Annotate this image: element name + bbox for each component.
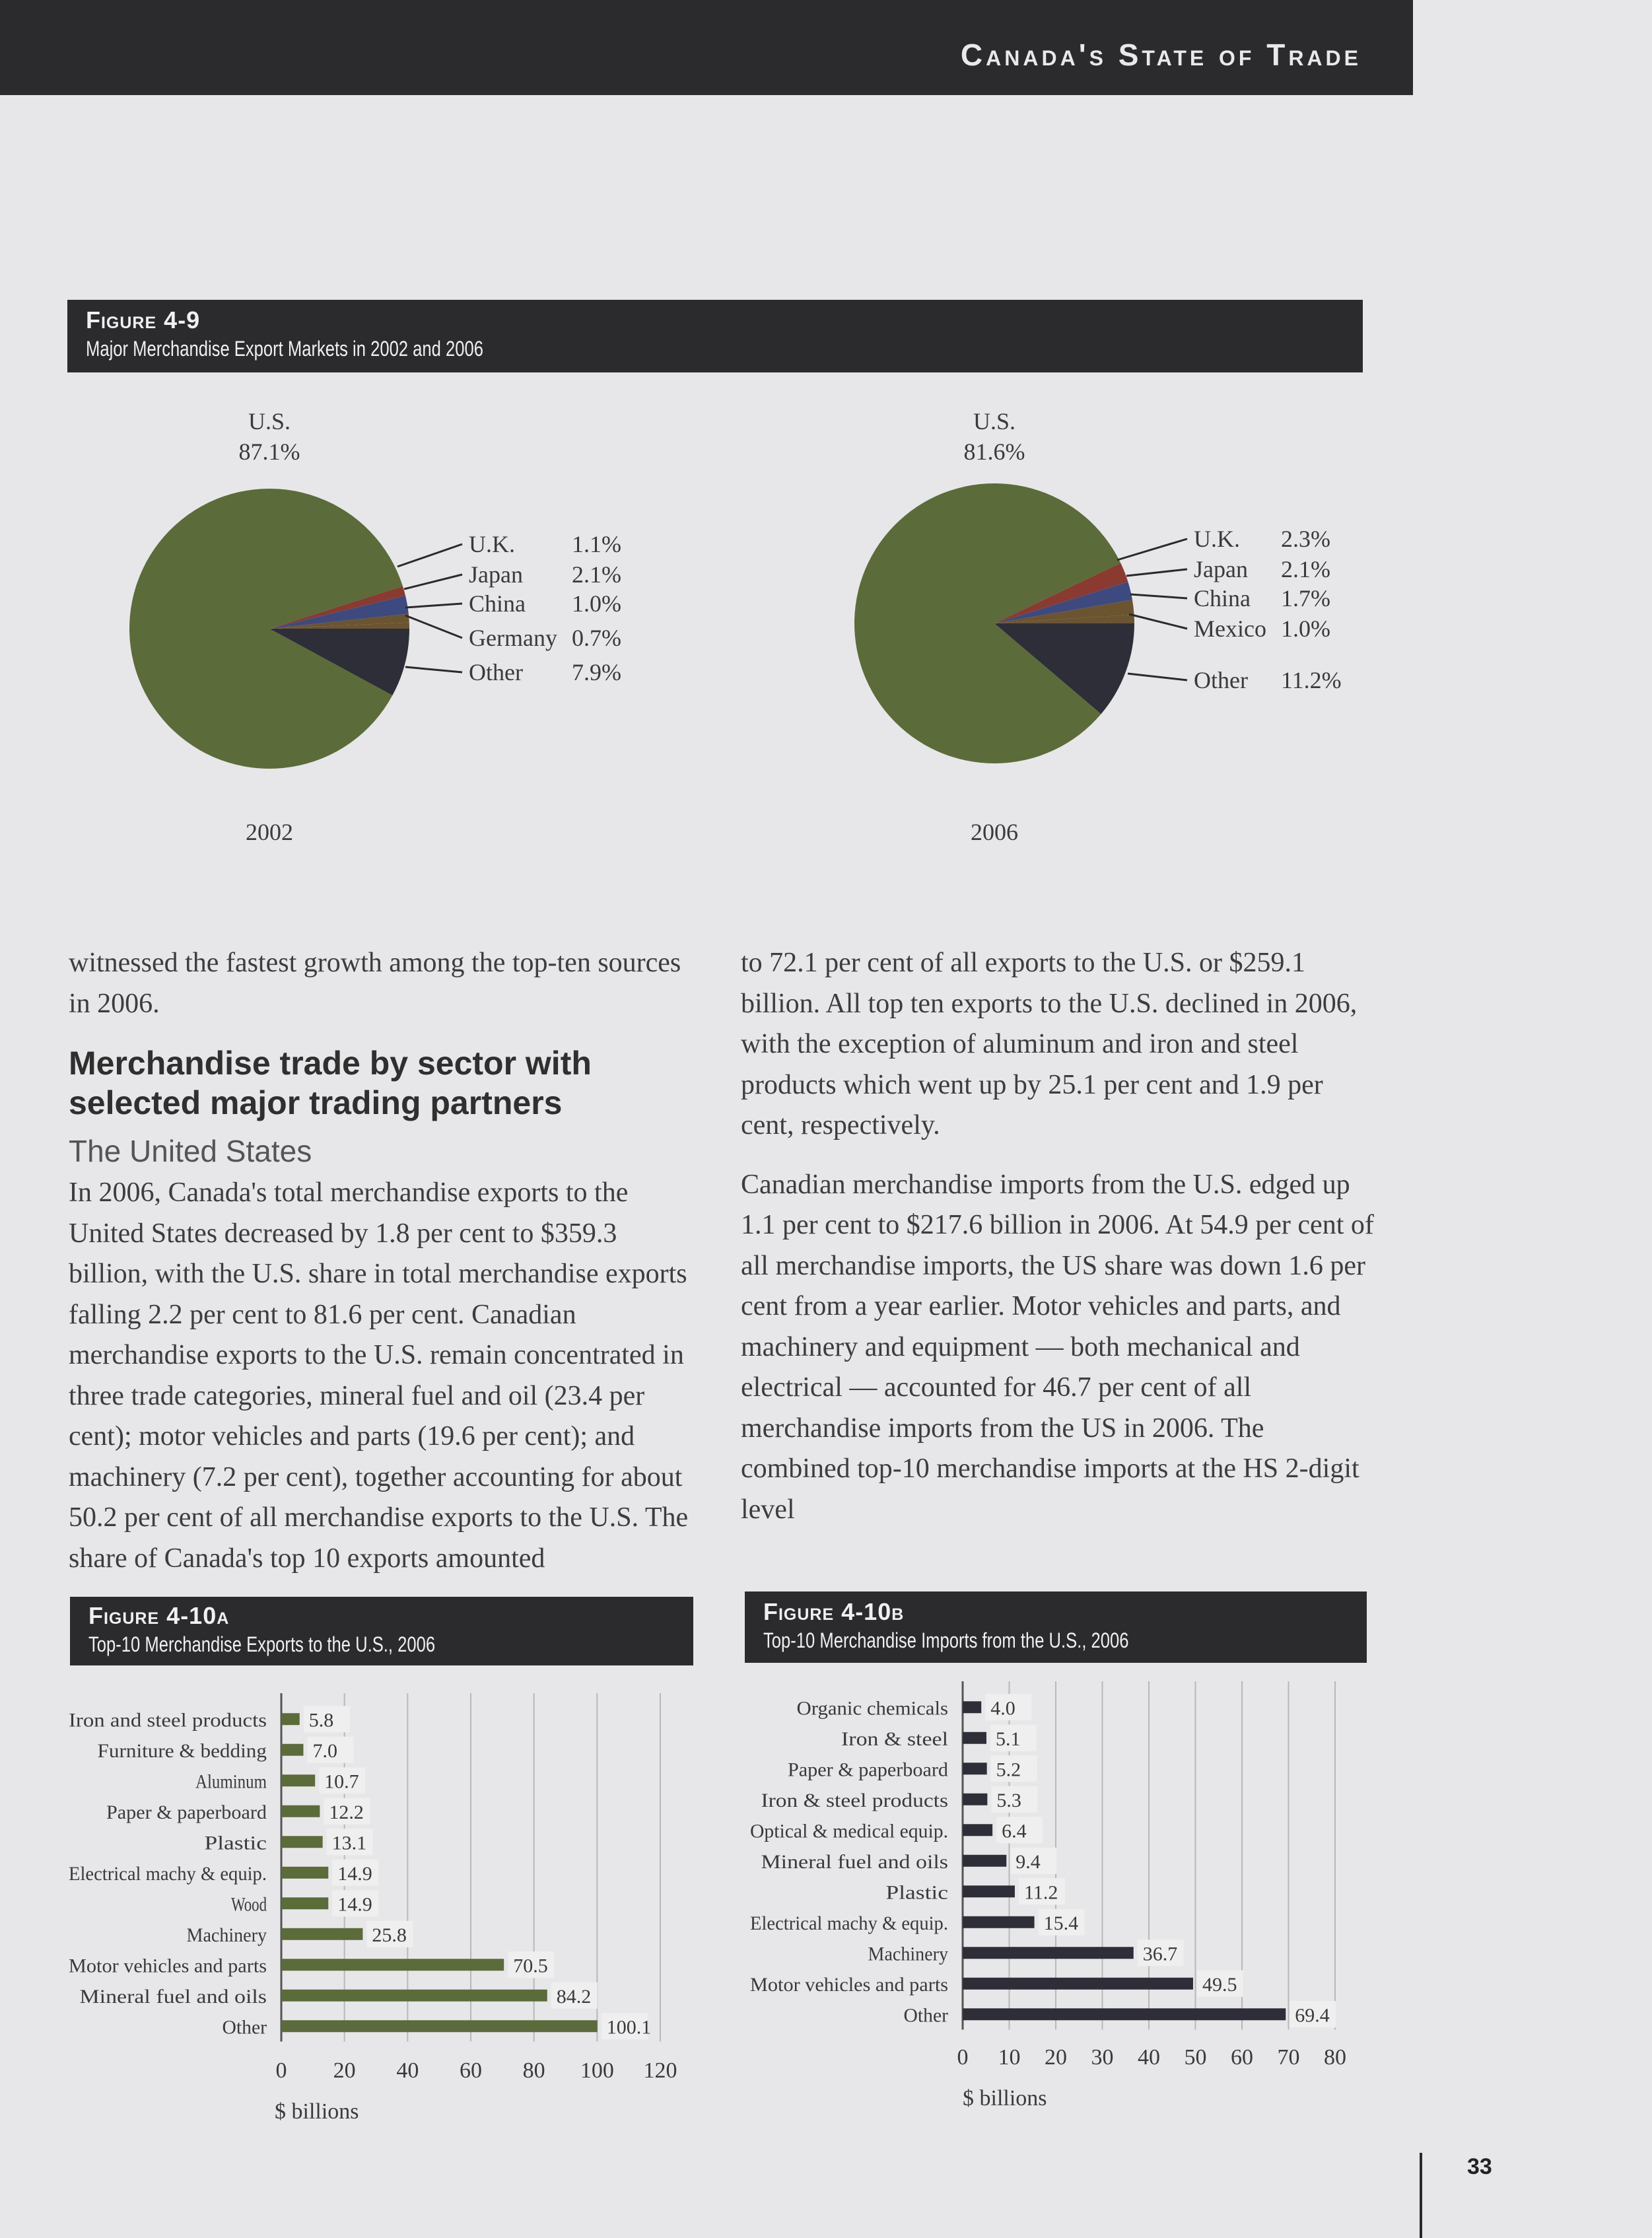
pie-caption: 2002 xyxy=(246,819,293,845)
pie-value: 2.1% xyxy=(1281,556,1330,582)
bar xyxy=(963,1978,1193,1990)
value-label: 13.1 xyxy=(331,1832,367,1854)
value-label: 5.1 xyxy=(995,1728,1021,1750)
figure-4-10b-header xyxy=(745,1591,1367,1663)
bar-chart-imports xyxy=(740,1677,1373,2126)
bar xyxy=(281,1774,315,1786)
bar xyxy=(963,1916,1035,1928)
pie-leader-line xyxy=(397,544,462,567)
value-label: 84.2 xyxy=(556,1985,592,2008)
value-label: 15.4 xyxy=(1043,1912,1079,1934)
category-label: Optical & medical equip. xyxy=(750,1820,948,1842)
pie-value: 2.3% xyxy=(1281,526,1330,552)
pie-leader-line xyxy=(1126,569,1187,576)
right-paragraph-1: to 72.1 per cent of all exports to the U.S. or $259.1 billion. All top ten exports to the U.S. declined in 2006, with the exception of aluminum and iron and steel products which went up by 25.1 per cent and 1.9 per cent, respectively. xyxy=(741,948,1358,1140)
x-axis-label: $ billions xyxy=(275,2099,359,2124)
value-label: 11.2 xyxy=(1023,1881,1058,1904)
pie-value: 1.7% xyxy=(1281,585,1330,612)
pie-label: Japan xyxy=(1194,556,1248,582)
bar xyxy=(281,1897,328,1909)
value-label: 69.4 xyxy=(1295,2004,1330,2027)
pie-value: 0.7% xyxy=(572,625,621,651)
section-subheading: The United States xyxy=(69,1134,312,1168)
pie-label: U.K. xyxy=(1194,526,1240,552)
pie-label: China xyxy=(1194,585,1251,612)
pie-label: Other xyxy=(1194,667,1248,693)
value-label: 36.7 xyxy=(1142,1943,1178,1965)
x-tick-label: 40 xyxy=(396,2058,419,2083)
pie-value: 1.0% xyxy=(1281,615,1330,642)
category-label: Iron and steel products xyxy=(69,1709,267,1731)
pie-label: Mexico xyxy=(1194,615,1266,642)
category-label: Paper & paperboard xyxy=(106,1801,267,1823)
x-tick-label: 40 xyxy=(1138,2045,1160,2070)
figure-4-10b-title: Top-10 Merchandise Imports from the U.S., 2006 xyxy=(763,1628,1129,1652)
value-label: 14.9 xyxy=(337,1862,372,1885)
bar xyxy=(281,1959,504,1971)
pie-chart-2002 xyxy=(67,396,728,872)
x-tick-label: 30 xyxy=(1091,2045,1114,2070)
x-tick-label: 60 xyxy=(460,2058,482,2083)
value-label: 25.8 xyxy=(372,1924,407,1946)
value-label: 49.5 xyxy=(1202,1973,1237,1996)
page-number: 33 xyxy=(1467,2154,1492,2179)
x-tick-label: 120 xyxy=(643,2058,677,2083)
category-label: Furniture & bedding xyxy=(97,1739,267,1762)
x-tick-label: 20 xyxy=(1045,2045,1067,2070)
category-label: Electrical machy & equip. xyxy=(69,1862,267,1885)
figure-4-10a-number: Figure 4-10a xyxy=(88,1602,230,1629)
category-label: Iron & steel xyxy=(841,1728,948,1750)
value-label: 12.2 xyxy=(329,1801,364,1823)
x-tick-label: 100 xyxy=(580,2058,614,2083)
bar xyxy=(281,1928,362,1940)
left-paragraph: In 2006, Canada's total merchandise exports to the United States decreased by 1.8 per cent to $359.3 billion, with the U.S. share in total merchandise exports falling 2.2 per cent to 81.6 per cent. Canadian merchandise exports to the U.S. remain concentrated in three trade categories, mineral fuel and oil (23.4 per cent); motor vehicles and parts (19.6 per cent); and machinery (7.2 per cent), together accounting for about 50.2 per cent of all merchandise exports to the U.S. The share of Canada's top 10 exports amounted xyxy=(69,1177,689,1574)
pie-label: Other xyxy=(469,659,523,685)
pie-label: Japan xyxy=(469,561,523,588)
pie-value: 2.1% xyxy=(572,561,621,588)
pie-value: 11.2% xyxy=(1281,667,1342,693)
category-label: Motor vehicles and parts xyxy=(69,1955,267,1977)
bar xyxy=(281,1713,300,1725)
value-label: 4.0 xyxy=(990,1697,1015,1720)
pie-chart-2006 xyxy=(792,396,1387,872)
page-rule xyxy=(1420,2153,1422,2238)
value-label: 10.7 xyxy=(324,1770,359,1793)
pie-value-us: 87.1% xyxy=(238,438,300,465)
bar xyxy=(281,1805,320,1817)
category-label: Iron & steel products xyxy=(761,1789,948,1811)
value-label: 9.4 xyxy=(1015,1850,1041,1873)
value-label: 5.8 xyxy=(308,1709,334,1731)
category-label: Mineral fuel and oils xyxy=(79,1985,267,2008)
bar xyxy=(963,1947,1134,1959)
pie-value: 1.1% xyxy=(572,531,621,557)
bar xyxy=(963,1855,1006,1867)
figure-4-10a-header xyxy=(70,1597,693,1665)
value-label: 14.9 xyxy=(337,1893,372,1916)
x-axis-label: $ billions xyxy=(963,2086,1047,2111)
pie-label: China xyxy=(469,590,526,617)
value-label: 5.3 xyxy=(996,1789,1021,1811)
x-tick-label: 50 xyxy=(1184,2045,1207,2070)
x-tick-label: 80 xyxy=(1324,2045,1346,2070)
pie-leader-line xyxy=(405,667,462,672)
pie-leader-line xyxy=(404,575,462,589)
pie-label-us: U.S. xyxy=(973,408,1016,435)
x-tick-label: 60 xyxy=(1231,2045,1253,2070)
category-label: Machinery xyxy=(868,1943,948,1965)
value-label: 5.2 xyxy=(996,1759,1021,1781)
category-label: Plastic xyxy=(204,1832,267,1854)
value-label: 6.4 xyxy=(1002,1820,1027,1842)
pie-caption: 2006 xyxy=(971,819,1018,845)
x-tick-label: 20 xyxy=(333,2058,356,2083)
category-label: Other xyxy=(222,2016,267,2039)
category-label: Organic chemicals xyxy=(796,1697,948,1720)
x-tick-label: 70 xyxy=(1277,2045,1300,2070)
figure-4-9-title: Major Merchandise Export Markets in 2002 and 2006 xyxy=(86,337,483,361)
running-header-bar xyxy=(0,0,1413,95)
bar xyxy=(281,2020,598,2032)
figure-4-9-header xyxy=(67,300,1363,372)
category-label: Mineral fuel and oils xyxy=(761,1850,948,1873)
category-label: Aluminum xyxy=(195,1770,267,1793)
value-label: 70.5 xyxy=(513,1955,548,1977)
bar xyxy=(281,1867,328,1879)
x-tick-label: 0 xyxy=(957,2045,969,2070)
running-header-title: Canada's State of Trade xyxy=(960,38,1361,72)
pie-leader-line xyxy=(1128,674,1187,680)
category-label: Electrical machy & equip. xyxy=(750,1912,948,1934)
x-tick-label: 0 xyxy=(275,2058,287,2083)
right-paragraph-2: Canadian merchandise imports from the U.S. edged up 1.1 per cent to $217.6 billion in 2006. At 54.9 per cent of all merchandise imports, the US share was down 1.6 per cent from a year earlier. Motor vehicles and parts, and machinery and equipment — both mechanical and electrical — accounted for 46.7 per cent of all merchandise imports from the US in 2006. The combined top-10 merchandise imports at the HS 2-digit level xyxy=(741,1169,1374,1525)
bar xyxy=(963,1701,981,1713)
bar-chart-exports xyxy=(66,1691,700,2140)
category-label: Plastic xyxy=(885,1881,948,1904)
category-label: Motor vehicles and parts xyxy=(750,1973,948,1996)
pie-label: Germany xyxy=(469,625,557,651)
pie-value: 1.0% xyxy=(572,590,621,617)
bar xyxy=(963,1794,987,1805)
bar xyxy=(281,1744,303,1756)
pie-leader-line xyxy=(1130,594,1187,598)
value-label: 7.0 xyxy=(312,1739,337,1762)
category-label: Other xyxy=(903,2004,949,2027)
bar xyxy=(963,1732,986,1744)
value-label: 100.1 xyxy=(606,2016,652,2039)
bar xyxy=(281,1836,323,1848)
bar xyxy=(963,1763,987,1774)
figure-4-10a-title: Top-10 Merchandise Exports to the U.S., 2006 xyxy=(88,1632,436,1656)
bar xyxy=(963,2008,1286,2020)
x-tick-label: 80 xyxy=(522,2058,545,2083)
section-heading: Merchandise trade by sector with selected major trading partners xyxy=(69,1045,592,1121)
pie-leader-line xyxy=(1129,614,1187,629)
bar xyxy=(963,1885,1015,1897)
category-label: Machinery xyxy=(186,1924,267,1946)
figure-4-10b-number: Figure 4-10b xyxy=(763,1598,905,1625)
bar xyxy=(963,1824,992,1836)
category-label: Paper & paperboard xyxy=(788,1759,948,1781)
x-tick-label: 10 xyxy=(998,2045,1021,2070)
bar xyxy=(281,1990,547,2002)
pie-leader-line xyxy=(405,604,462,608)
pie-leader-line xyxy=(405,615,462,638)
pie-value: 7.9% xyxy=(572,659,621,685)
category-label: Wood xyxy=(231,1893,267,1916)
pie-leader-line xyxy=(1117,539,1187,560)
pie-label: U.K. xyxy=(469,531,515,557)
pie-label-us: U.S. xyxy=(248,408,291,435)
left-top-paragraph: witnessed the fastest growth among the top-ten sources in 2006. xyxy=(69,948,681,1019)
pie-value-us: 81.6% xyxy=(963,438,1025,465)
figure-4-9-number: Figure 4-9 xyxy=(86,306,201,333)
